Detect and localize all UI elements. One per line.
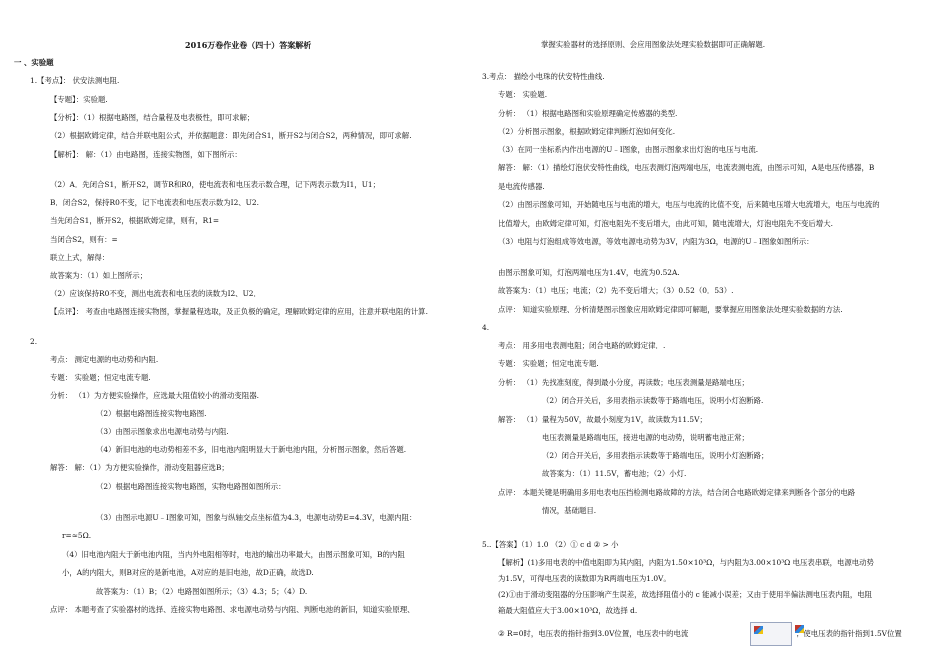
left-text-line: 当闭合S2，则有：= — [50, 235, 118, 244]
left-text-line: 故答案为：（1）如上图所示； — [50, 271, 148, 280]
left-text-line: 点评： 本题考查了实验器材的选择、连接实物电路图、求电源电动势与内阻、判断电池的新旧，知道实验原理、 — [50, 605, 415, 614]
right-text-line: （2）由图示图象可知，开始随电压与电流的增大，电压与电流的比值不变，后来随电压增大电流增大，电压与电流的 — [498, 200, 880, 209]
right-text-line: 分析： （1）根据电路图和实验原理确定传感器的类型. — [498, 109, 678, 118]
left-text-line: 分析： （1）为方便实验操作，应选最大阻值较小的滑动变阻器. — [50, 391, 259, 400]
right-text-line: 专题： 实验题；恒定电流专题. — [498, 359, 599, 368]
left-text-line: 考点： 测定电源的电动势和内阻. — [50, 355, 159, 364]
right-text-line: 3.考点： 描绘小电珠的伏安特性曲线. — [482, 72, 605, 81]
right-text-line: 解答： （1）量程为50V，故最小刻度为1V，故读数为11.5V； — [498, 415, 707, 424]
left-text-line: 故答案为：（1）B；（2）电路图如图所示；（3）4.3；5；（4）D. — [96, 587, 308, 596]
left-text-line: （2）根据电路图连接实物电路图，实物电路图如图所示： — [96, 482, 286, 491]
left-text-line: r=≈5Ω. — [62, 531, 92, 540]
right-text-line: 解答： 解：（1）描绘灯泡伏安特性曲线，电压表测灯泡两端电压，电流表测电流，由图示可知，A是电压传感器，B — [498, 163, 875, 172]
right-text-line: （2）闭合开关后，多用表指示读数等于路端电压，说明小灯泡断路. — [542, 396, 764, 405]
right-text-line: 故答案为：（1）电压；电流；（2）先不变后增大；（3）0.52（0．53）. — [498, 286, 734, 295]
right-text-line: 4. — [482, 323, 490, 332]
right-text-line: 点评： 知道实验原理、分析清楚图示图象应用欧姆定律即可解题，要掌握应用图象法处理实验数据的方法. — [498, 305, 843, 314]
right-column — [478, 0, 950, 672]
left-text-line: 【分析】：（1）根据电路图，结合量程及电表极性，即可求解； — [50, 113, 255, 122]
left-text-line: （3）由图示电源U﹣I图象可知，图象与纵轴交点坐标值为4.3，电源电动势E=4.3V，电源内阻： — [96, 513, 417, 522]
right-text-line: （2）分析图示图象，根据欧姆定律判断灯泡如何变化. — [498, 127, 676, 136]
formula-image-1 — [750, 622, 792, 646]
right-text-line: 【解析】(1)多用电表的中值电阻即为其内阻，内阻为1.50×10³Ω，与内阻为3.00×10³Ω 电压表串联，电源电动势 — [498, 558, 874, 567]
right-text-line: （3）在同一坐标系内作出电源的U﹣I图象，由图示图象求出灯泡的电压与电流. — [498, 145, 759, 154]
right-text-line: （2）闭合开关后，多用表指示读数等于路端电压，说明小灯泡断路； — [542, 451, 769, 460]
left-text-line: B．闭合S2，保持R0不变，记下电流表和电压表示数为I2、U2. — [50, 198, 259, 207]
right-text-line: 情况，基础题目. — [542, 506, 597, 515]
page-title: 2016万卷作业卷（四十）答案解析 — [185, 40, 312, 50]
left-text-line: 1.【考点】： 伏安法测电阻. — [30, 76, 120, 85]
left-text-line: （2）根据电路图连接实物电路图. — [96, 409, 207, 418]
right-text-line: 箱最大阻值应大于3.00×10³Ω，故选择 d. — [498, 606, 638, 615]
left-text-line: （2）根据欧姆定律，结合并联电阻公式，并依据题意：即先闭合S1，断开S2与闭合S2，两种情况，即可求解. — [50, 131, 412, 140]
left-text-line: 【点评】： 考查由电路图连接实物图，掌握量程选取，及正负极的确定，理解欧姆定律的应用，注意并联电阻的计算. — [50, 307, 428, 316]
left-text-line: （2）A．先闭合S1，断开S2，调节R和R0，使电流表和电压表示数合理，记下两表示数为I1，U1； — [50, 180, 381, 189]
left-text-line: 【专题】：实验题. — [50, 95, 108, 104]
right-text-line: 由图示图象可知，灯泡两端电压为1.4V，电流为0.52A. — [498, 268, 680, 277]
left-text-line: 【解析】： 解：（1）由电路图，连接实物图，如下图所示： — [50, 150, 242, 159]
left-text-line: 联立上式，解得： — [50, 253, 110, 262]
left-text-line: 专题： 实验题；恒定电流专题. — [50, 373, 151, 382]
right-text-line: 为1.5V，可得电压表的读数即为R两端电压为1.0V。 — [498, 574, 671, 583]
right-text-line: 掌握实验器材的选择原则、会应用图象法处理实验数据即可正确解题. — [541, 40, 766, 49]
right-text-line: 点评： 本题关键是明确用多用电表电压挡检测电路故障的方法，结合闭合电路欧姆定律来判断各个部分的电路 — [498, 488, 856, 497]
right-text-line: ；使电压表的指针指到1.5V位置 — [796, 629, 902, 638]
right-text-line: 专题： 实验题. — [498, 90, 548, 99]
left-text-line: 2. — [30, 337, 38, 346]
right-text-line: ② R=0时，电压表的指针指到3.0V位置，电压表中的电流 — [498, 629, 689, 638]
left-text-line: 当先闭合S1，断开S2，根据欧姆定律，则有，R1= — [50, 216, 220, 225]
left-text-line: （2）应该保持R0不变，测出电流表和电压表的读数为I2、U2． — [50, 289, 261, 298]
left-text-line: （4）新旧电池的电动势相差不多，旧电池内阻明显大于新电池内阻，分析图示图象，然后答题. — [96, 445, 407, 454]
right-text-line: 比值增大，由欧姆定律可知，灯泡电阻先不变后增大，由此可知，随电流增大，灯泡电阻先不变后增大. — [498, 219, 833, 228]
right-text-line: 考点： 用多用电表测电阻；闭合电路的欧姆定律．. — [498, 341, 666, 350]
right-text-line: 分析： （1）先找准刻度，得到最小分度，再读数；电压表测量是路端电压； — [498, 378, 749, 387]
right-text-line: 5..【答案】（1）1.0 （2）① c d ② > 小 — [482, 540, 619, 549]
right-text-line: 是电流传感器. — [498, 182, 545, 191]
right-text-line: （3）电阻与灯泡组成等效电源，等效电源电动势为3V，内阻为3Ω，电源的U﹣I图象如图所示： — [498, 237, 814, 246]
left-text-line: 小，A的内阻大，则B对应的是新电池，A对应的是旧电池，故D正确，故选D. — [62, 568, 314, 577]
section-heading: 一 、实验题 — [14, 58, 54, 67]
left-text-line: 解答： 解：（1）为方便实验操作，滑动变阻器应选B； — [50, 463, 229, 472]
right-text-line: 电压表测量是路端电压，接进电源的电动势，说明蓄电池正常； — [542, 433, 749, 442]
left-text-line: （4）旧电池内阻大于新电池内阻，当内外电阻相等时，电池的输出功率最大，由图示图象可知，B的内阻 — [62, 550, 405, 559]
right-text-line: 故答案为：（1）11.5V，蓄电池；（2）小灯. — [542, 469, 687, 478]
right-text-line: (2)①由于滑动变阻器的分压影响产生误差，故选择阻值小的 c 能减小误差；又由于使用半偏法测电压表内阻，电阻 — [498, 590, 873, 599]
left-text-line: （3）由图示图象求出电源电动势与内阻. — [96, 427, 229, 436]
